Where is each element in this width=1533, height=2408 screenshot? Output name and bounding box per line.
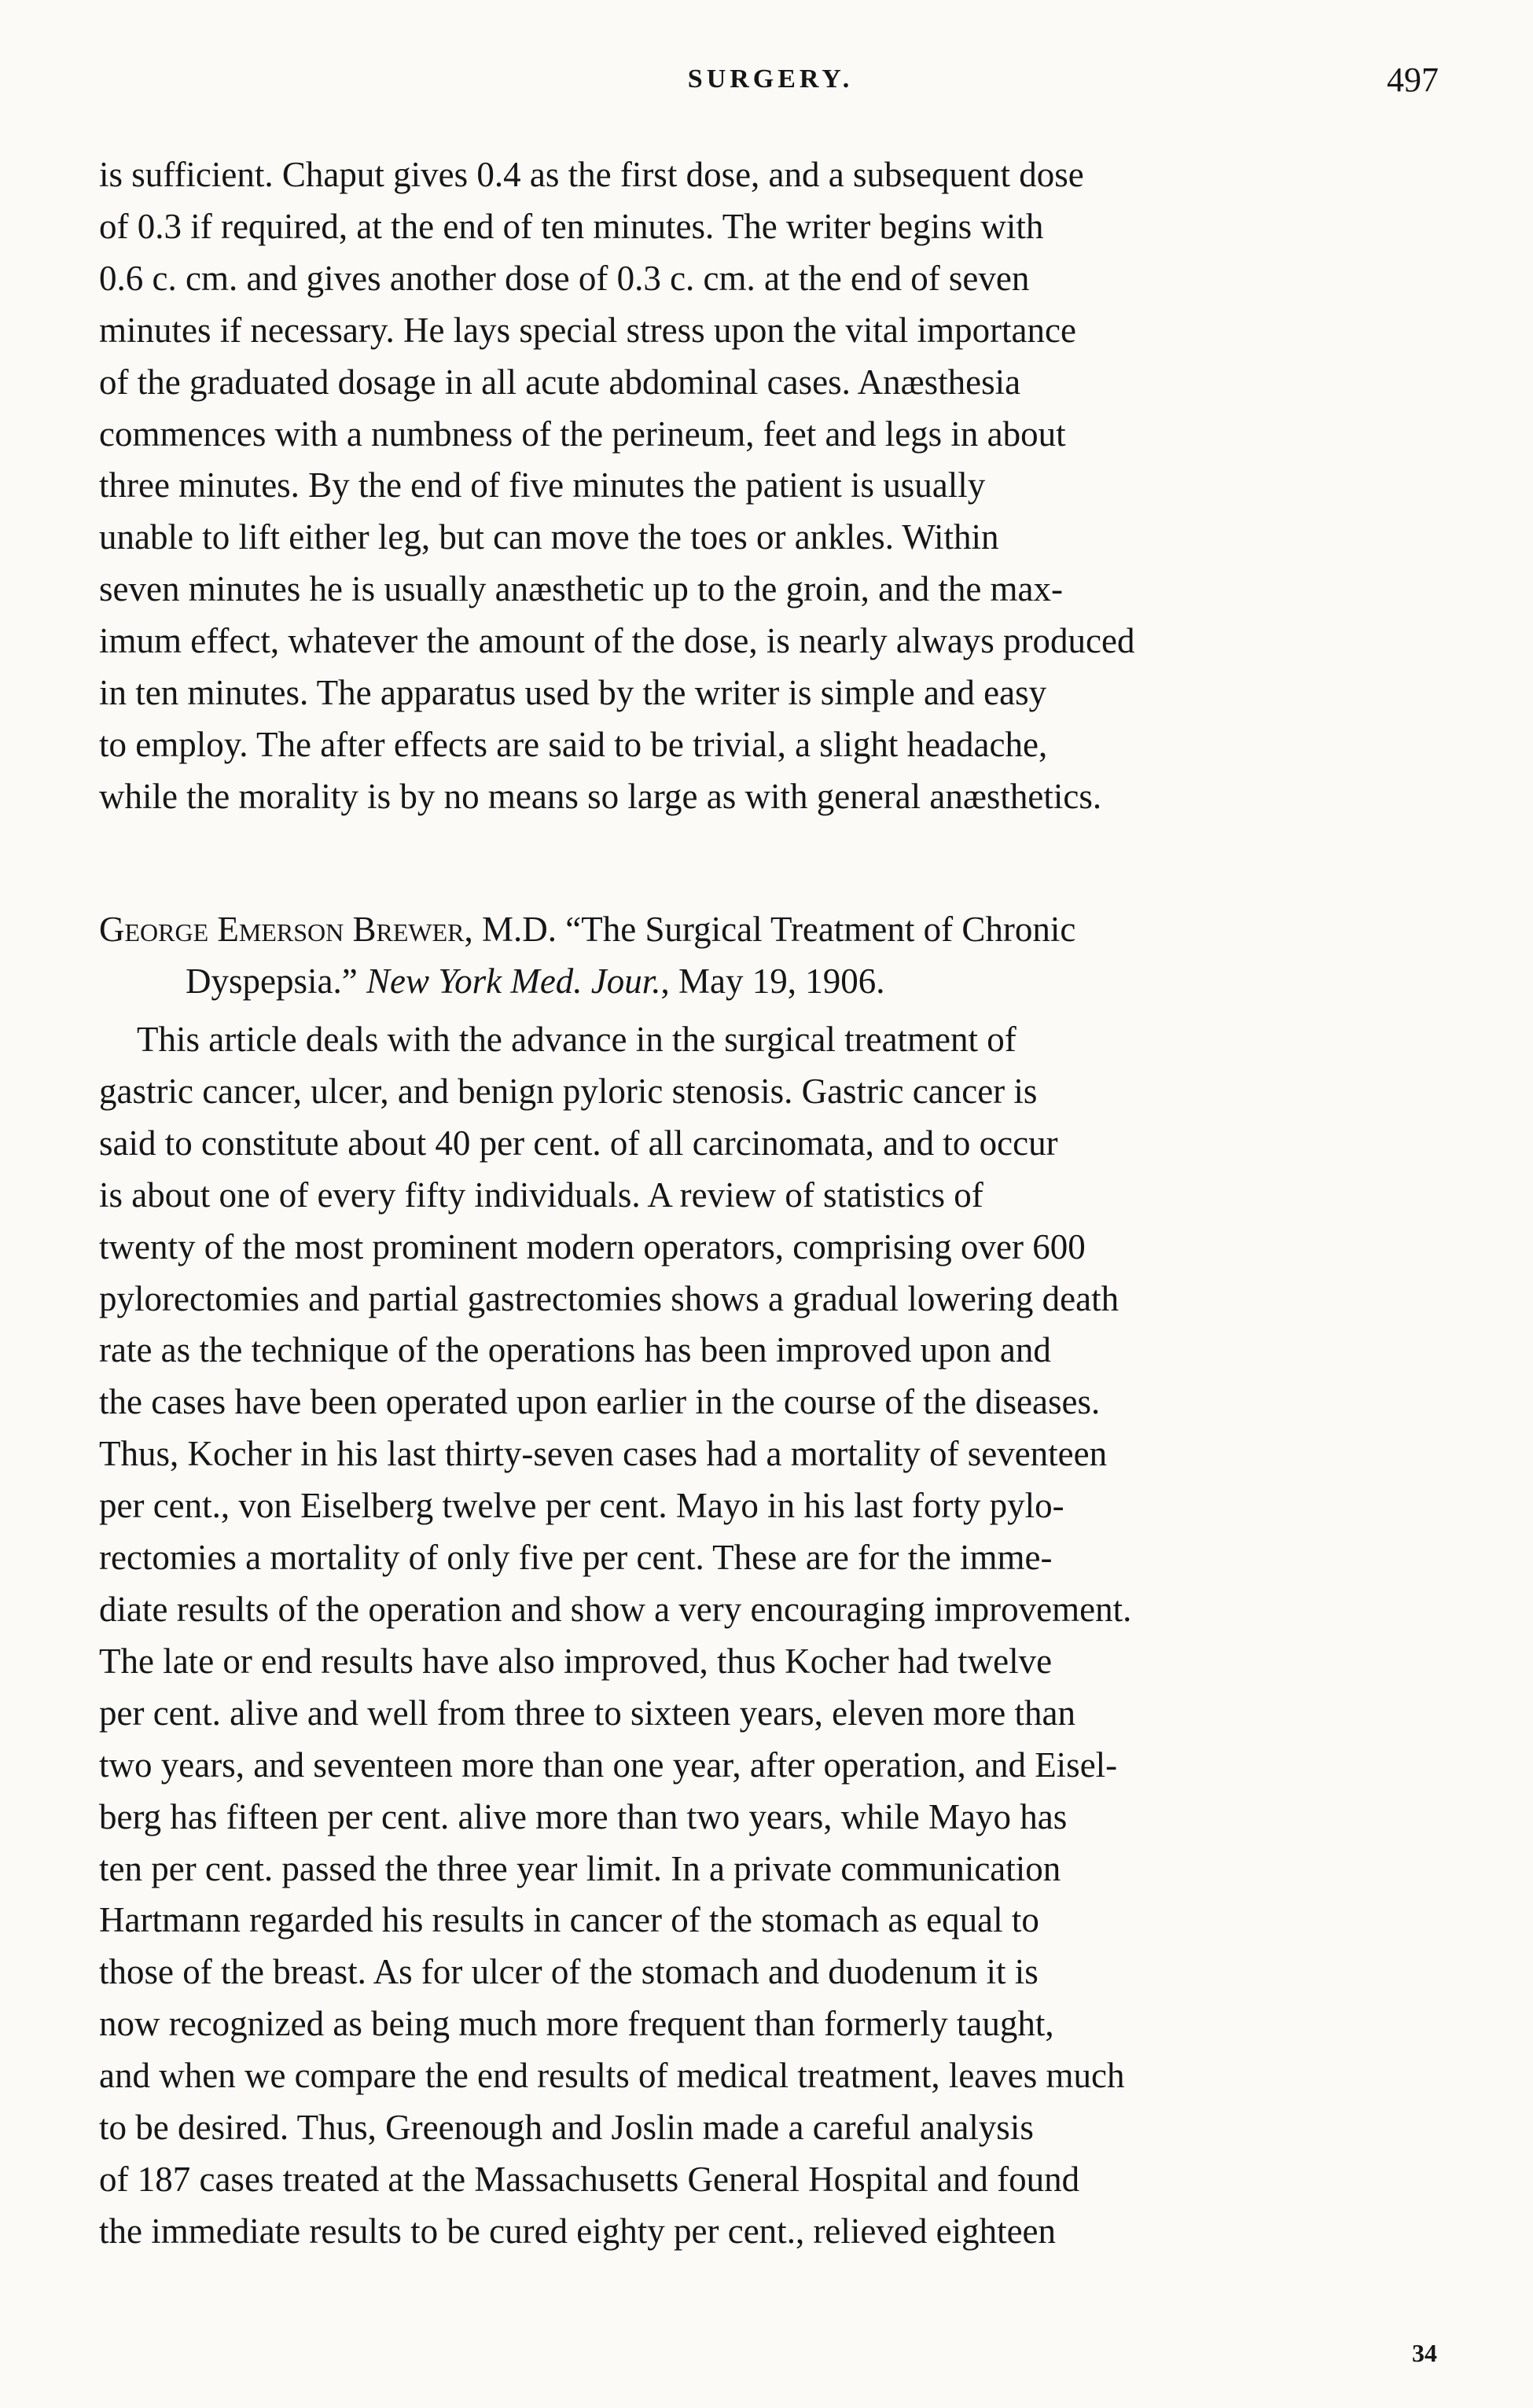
text-line: unable to lift either leg, but can move the toes or ankles. Within	[99, 517, 999, 557]
text-line: minutes if necessary. He lays special stress upon the vital importance	[99, 310, 1076, 350]
text-line: is sufficient. Chaput gives 0.4 as the first dose, and a subsequent dose	[99, 155, 1084, 194]
text-line: twenty of the most prominent modern operators, comprising over 600	[99, 1226, 1086, 1266]
text-line: of 0.3 if required, at the end of ten minutes. The writer begins with	[99, 206, 1044, 246]
text-line: per cent. alive and well from three to sixteen years, eleven more than	[99, 1693, 1075, 1733]
text-line: rate as the technique of the operations has been improved upon and	[99, 1330, 1051, 1370]
running-head	[102, 61, 1439, 112]
text-line: while the morality is by no means so large as with general anæsthetics.	[99, 776, 1102, 816]
text-line: commences with a numbness of the perineum, feet and legs in about	[99, 414, 1066, 454]
page-number: 497	[1387, 61, 1439, 99]
text-line: seven minutes he is usually anæsthetic up to the groin, and the max-	[99, 569, 1064, 609]
text-line: said to constitute about 40 per cent. of all carcinomata, and to occur	[99, 1123, 1058, 1163]
text-line: those of the breast. As for ulcer of the stomach and duodenum it is	[99, 1952, 1039, 1992]
text-line: diate results of the operation and show a very encouraging improvement.	[99, 1589, 1132, 1629]
text-line: to be desired. Thus, Greenough and Joslin made a careful analysis	[99, 2108, 1034, 2148]
text-line: now recognized as being much more frequent than formerly taught,	[99, 2004, 1054, 2044]
text-line: Hartmann regarded his results in cancer of the stomach as equal to	[99, 1900, 1039, 1940]
citation-title-cont: Dyspepsia.”	[186, 961, 358, 1001]
text-line: two years, and seventeen more than one year, after operation, and Eisel-	[99, 1744, 1118, 1785]
text-line: rectomies a mortality of only five per cent. These are for the imme-	[99, 1538, 1053, 1578]
text-line: is about one of every fifty individuals. A review of statistics of	[99, 1175, 983, 1215]
text-line: and when we compare the end results of medical treatment, leaves much	[99, 2056, 1125, 2096]
text-line: in ten minutes. The apparatus used by the writer is simple and easy	[99, 673, 1047, 713]
citation-line-1	[99, 904, 1443, 956]
text-line: three minutes. By the end of five minutes the patient is usually	[99, 465, 986, 505]
text-line: the immediate results to be cured eighty per cent., relieved eighteen	[99, 2211, 1057, 2251]
text-line: The late or end results have also improved, thus Kocher had twelve	[99, 1641, 1053, 1681]
text-line: the cases have been operated upon earlier in the course of the diseases.	[99, 1382, 1101, 1422]
text-line: per cent., von Eiselberg twelve per cent. Mayo in his last forty pylo-	[99, 1486, 1064, 1526]
text-line: This article deals with the advance in the surgical treatment of	[137, 1020, 1016, 1059]
text-line: of 187 cases treated at the Massachusetts General Hospital and found	[99, 2159, 1080, 2199]
citation-journal: New York Med. Jour.	[366, 961, 661, 1001]
text-line: ten per cent. passed the three year limit. In a private communication	[99, 1848, 1061, 1888]
text-line: Thus, Kocher in his last thirty-seven cases had a mortality of seventeen	[99, 1434, 1108, 1474]
text-line: of the graduated dosage in all acute abdominal cases. Anæsthesia	[99, 362, 1021, 402]
paragraph-gastric-surgery	[99, 1014, 1443, 2258]
text-line: to employ. The after effects are said to be trivial, a slight headache,	[99, 724, 1048, 764]
text-line: gastric cancer, ulcer, and benign pyloric stenosis. Gastric cancer is	[99, 1071, 1038, 1111]
text-line: 0.6 c. cm. and gives another dose of 0.3 c. cm. at the end of seven	[99, 258, 1030, 298]
running-title: SURGERY.	[687, 64, 854, 94]
citation-title: “The Surgical Treatment of Chronic	[565, 910, 1076, 949]
signature-mark: 34	[1412, 2339, 1437, 2367]
text-line: imum effect, whatever the amount of the dose, is nearly always produced	[99, 621, 1135, 661]
text-line: pylorectomies and partial gastrectomies shows a gradual lowering death	[99, 1278, 1119, 1318]
citation-author: George Emerson Brewer	[99, 910, 465, 949]
citation-date: , May 19, 1906.	[660, 961, 885, 1001]
citation-degree: , M.D.	[464, 910, 557, 949]
citation-line-2	[99, 956, 1443, 1008]
paragraph-anaesthesia	[99, 149, 1443, 823]
text-line: berg has fifteen per cent. alive more than two years, while Mayo has	[99, 1796, 1068, 1836]
citation	[99, 904, 1443, 1008]
